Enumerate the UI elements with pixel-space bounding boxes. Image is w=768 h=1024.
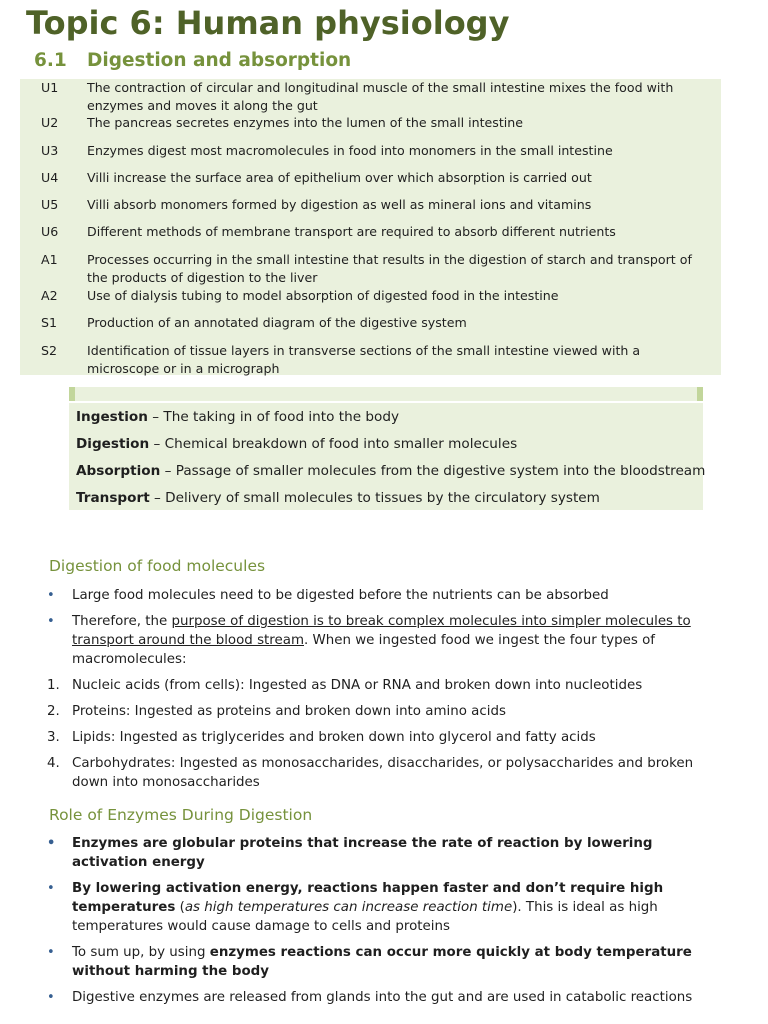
bullet-icon: •	[47, 836, 56, 851]
definition-separator: –	[147, 409, 164, 425]
bullet-text-pre: To sum up, by using	[72, 945, 210, 960]
objective-text: Production of an annotated diagram of the digestive system	[87, 315, 467, 330]
objective-text: Processes occurring in the small intestine that results in the digestion of starch and transport of the products of digestion to the liver	[87, 252, 692, 285]
definitions-box	[69, 403, 706, 510]
bullet-text-italic: as high temperatures can increase reaction time	[184, 900, 513, 915]
objective-code: A1	[41, 252, 58, 267]
list-item	[47, 728, 732, 747]
list-item	[47, 754, 732, 792]
list-item	[47, 702, 732, 721]
enzymes-heading: Role of Enzymes During Digestion	[49, 806, 313, 824]
bullet-text: Large food molecules need to be digested before the nutrients can be absorbed	[72, 588, 609, 603]
objective-text: The contraction of circular and longitudinal muscle of the small intestine mixes the food with enzymes and moves it along the gut	[87, 80, 674, 113]
bullet-text: Digestive enzymes are released from glands into the gut and are used in catabolic reactions	[72, 990, 693, 1005]
list-number: 3.	[47, 730, 60, 745]
list-item	[47, 676, 732, 695]
objective-text: Different methods of membrane transport are required to absorb different nutrients	[87, 224, 616, 239]
section-heading	[34, 50, 351, 71]
definition-term: Ingestion	[76, 409, 148, 425]
definition-separator: –	[160, 463, 176, 479]
bullet-icon: •	[47, 588, 55, 603]
bullet-text-post: ). This is ideal as high temperatures would cause damage to cells and proteins	[72, 900, 658, 934]
bullet-text-bold: enzymes reactions can occur more quickly at body temperature without harming the body	[72, 945, 692, 979]
objective-text: Villi absorb monomers formed by digestion as well as mineral ions and vitamins	[87, 197, 592, 212]
section-number: 6.1	[34, 50, 67, 71]
objective-text: Identification of tissue layers in transverse sections of the small intestine viewed with a microscope or in a micrograph	[87, 343, 641, 376]
bullet-text-bold: By lowering activation energy, reactions happen faster and don’t require high temperatures	[72, 881, 664, 915]
objective-code: U3	[41, 143, 59, 158]
definition-term: Transport	[76, 490, 150, 506]
bar-accent-right	[697, 387, 703, 401]
list-item	[47, 988, 732, 1007]
definition-separator: –	[149, 490, 166, 506]
definition-text: Passage of smaller molecules from the digestive system into the bloodstream	[175, 463, 706, 479]
definition-absorption	[76, 463, 705, 479]
bullet-text-underlined: purpose of digestion is to break complex molecules into simpler molecules to	[171, 614, 691, 629]
list-number: 4.	[47, 756, 60, 771]
list-number: 2.	[47, 704, 60, 719]
bullet-text-pre: Therefore, the	[72, 614, 172, 629]
definition-ingestion	[76, 409, 399, 425]
objective-text: Villi increase the surface area of epithelium over which absorption is carried out	[87, 170, 592, 185]
definition-text: Delivery of small molecules to tissues by the circulatory system	[165, 490, 600, 506]
definitions-top-bar	[69, 387, 703, 401]
list-item-text: Proteins: Ingested as proteins and broken down into amino acids	[72, 704, 506, 719]
objective-code: U5	[41, 197, 59, 212]
list-number: 1.	[47, 678, 60, 693]
bullet-text-post: . When we ingested food we ingest the four types of	[304, 633, 656, 648]
definition-transport	[76, 490, 600, 506]
bullet-text-pre: (	[175, 900, 185, 915]
list-item-text: Nucleic acids (from cells): Ingested as DNA or RNA and broken down into nucleotides	[72, 678, 643, 693]
bullet-icon: •	[47, 990, 55, 1005]
list-item	[47, 834, 732, 872]
definition-term: Digestion	[76, 436, 150, 452]
bullet-icon: •	[47, 881, 55, 896]
definition-text: The taking in of food into the body	[163, 409, 400, 425]
definition-separator: –	[149, 436, 165, 452]
bullet-icon: •	[47, 945, 55, 960]
objective-text: Use of dialysis tubing to model absorption of digested food in the intestine	[87, 288, 559, 303]
page-title: Topic 6: Human physiology	[26, 4, 510, 42]
objective-code: U1	[41, 80, 59, 95]
objectives-table	[20, 79, 721, 375]
definition-term: Absorption	[76, 463, 161, 479]
section-title: Digestion and absorption	[87, 50, 352, 71]
objective-code: S2	[41, 343, 58, 358]
objective-code: S1	[41, 315, 58, 330]
list-item-text: Lipids: Ingested as triglycerides and broken down into glycerol and fatty acids	[72, 730, 596, 745]
objective-code: U2	[41, 115, 59, 130]
list-item	[47, 879, 732, 936]
list-item	[47, 612, 732, 669]
list-item-text: Carbohydrates: Ingested as monosaccharides, disaccharides, or polysaccharides and broken down into monosaccharides	[72, 756, 694, 790]
list-item	[47, 943, 732, 981]
objective-code: A2	[41, 288, 58, 303]
objective-text: The pancreas secretes enzymes into the lumen of the small intestine	[87, 115, 524, 130]
objective-text: Enzymes digest most macromolecules in food into monomers in the small intestine	[87, 143, 613, 158]
bullet-text: Enzymes are globular proteins that increase the rate of reaction by lowering activation energy	[72, 836, 653, 870]
digestion-heading: Digestion of food molecules	[49, 557, 266, 575]
bullet-text-post: macromolecules:	[72, 652, 187, 667]
bar-accent-left	[69, 387, 75, 401]
list-item	[47, 586, 732, 605]
bullet-icon: •	[47, 614, 55, 629]
objective-code: U6	[41, 224, 59, 239]
bullet-text-underlined: transport around the blood stream	[72, 633, 304, 648]
definition-text: Chemical breakdown of food into smaller molecules	[164, 436, 518, 452]
objective-code: U4	[41, 170, 59, 185]
definition-digestion	[76, 436, 517, 452]
